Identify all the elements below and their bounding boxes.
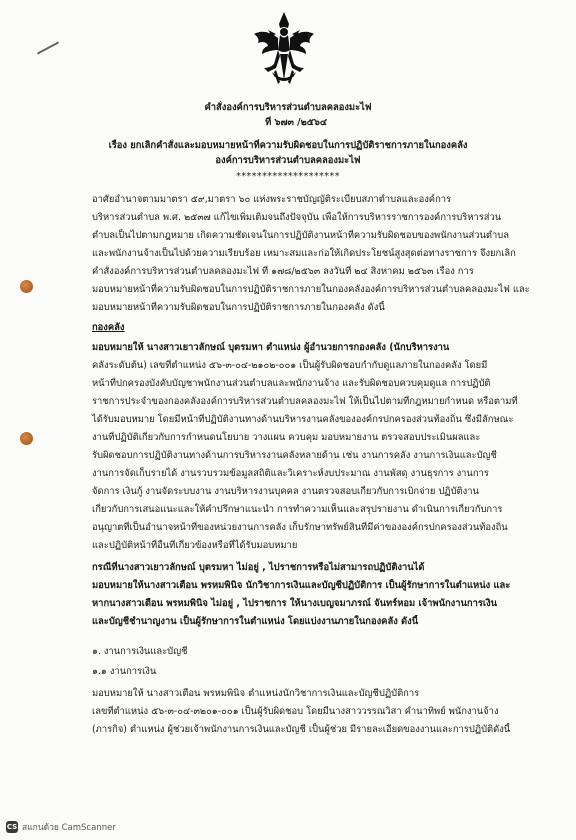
body-line: อาศัยอำนาจตามมาตรา ๕๙,มาตรา ๖๐ แห่งพระราชบัญญัติระเบียบสภาตำบลและองค์การ	[92, 194, 452, 205]
order-number: ที่ ๖๗๓ /๒๕๖๔	[265, 117, 327, 128]
subject-line-2: องค์การบริหารส่วนตำบลคลองมะไฟ	[215, 155, 361, 166]
pen-mark	[37, 41, 59, 54]
assign-line: รับผิดชอบการปฏิบัติงานทางด้านการบริหารงานคลังหลายด้าน เช่น งานการคลัง งานการเงินและบัญชี	[92, 450, 497, 461]
absence-line: และบัญชีชำนาญงาน เป็นผู้รักษาการในตำแหน่ง โดยแบ่งงานภายในกองคลัง ดังนี้	[92, 616, 419, 627]
body-line: คำสั่งองค์การบริหารส่วนตำบลคลองมะไฟ ที่ ๑๗๘/๒๕๖๓ ลงวันที่ ๒๔ สิงหาคม ๒๕๖๓ เรื่อง การ	[92, 266, 474, 277]
assign-line: มอบหมายให้ นางสาวเยาวลักษณ์ บุตรมหา ตำแหน่ง ผู้อำนวยการกองคลัง (นักบริหารงาน	[92, 342, 450, 353]
subsection-heading: ๑.๑ งานการเงิน	[92, 666, 157, 677]
scanner-watermark	[6, 820, 116, 834]
garuda-emblem	[250, 10, 318, 88]
section-heading: กองคลัง	[92, 322, 125, 333]
assign-line: ราชการประจำของกองคลังองค์การบริหารส่วนตำบลคลองมะไฟ ให้เป็นไปตามที่กฎหมายกำหนด หรือตามที่	[92, 396, 518, 407]
finance-line: เลขที่ตำแหน่ง ๕๖-๓-๐๔-๓๒๐๑-๐๐๑ เป็นผู้รับผิดชอบ โดยมีนางสาววรรณวิสา คำนาทิพย์ พนักงานจ้าง	[92, 706, 499, 717]
body-line: มอบหมายหน้าที่ความรับผิดชอบในการปฏิบัติราชการภายในกองคลังองค์การบริหารส่วนตำบลคลองมะไฟ และ	[92, 284, 530, 295]
assign-line: เกี่ยวกับการเสนอแนะและให้คำปรึกษาแนะนำ การทำความเห็นและสรุปรายงาน ดำเนินการเกี่ยวกับการ	[92, 504, 503, 515]
scanner-text: สแกนด้วย CamScanner	[22, 823, 116, 833]
body-line: บริหารส่วนตำบล พ.ศ. ๒๕๓๗ แก้ไขเพิ่มเติมจนถึงปัจจุบัน เพื่อให้การบริหารราชการองค์การบริหารส่วน	[92, 212, 502, 223]
assign-line: งานที่ปฏิบัติเกี่ยวกับการกำหนดนโยบาย วางแผน ควบคุม มอบหมายงาน ตรวจสอบประเมินผลและ	[92, 432, 481, 443]
finance-line: มอบหมายให้ นางสาวเตือน พรหมพินิจ ตำแหน่งนักวิชาการเงินและบัญชีปฏิบัติการ	[92, 688, 420, 699]
assign-line: งานการจัดเก็บรายได้ งานรวบรวมข้อมูลสถิติและวิเคราะห์งบประมาณ งานพัสดุ งานธุรการ งานการ	[92, 468, 489, 479]
assign-line: ได้รับมอบหมาย โดยมีหน้าที่ปฏิบัติงานทางด้านบริหารงานคลังขององค์กรปกครองส่วนท้องถิ่น ซึ่งมีลักษณะ	[92, 414, 514, 425]
body-line: ตำบลเป็นไปตามกฎหมาย เกิดความชัดเจนในการปฏิบัติงานหน้าที่ความรับผิดชอบของพนักงานส่วนตำบล	[92, 230, 509, 241]
assign-line: อนุญาตที่เป็นอำนาจหน้าที่ของหน่วยงานการคลัง เก็บรักษาทรัพย์สินที่มีค่าขององค์กรปกครองส่วนท้องถิ่น	[92, 522, 508, 533]
body-line: และพนักงานจ้างเป็นไปด้วยความเรียบร้อย เหมาะสมและก่อให้เกิดประโยชน์สูงสุดต่อทางราชการ จึงยกเลิก	[92, 248, 516, 259]
subject-line-1: เรื่อง ยกเลิกคำสั่งและมอบหมายหน้าที่ความรับผิดชอบในการปฏิบัติราชการภายในกองคลัง	[108, 140, 468, 151]
absence-line: หากนางสาวเตือน พรหมพินิจ ไม่อยู่ , ไปราชการ ให้นางเบญจมาภรณ์ จันทร์หอม เจ้าพนักงานการเงิน	[92, 598, 498, 609]
camscanner-logo-icon: CS	[6, 823, 18, 831]
body-line: มอบหมายหน้าที่ความรับผิดชอบในการปฏิบัติราชการภายในกองคลัง ดังนี้	[92, 302, 385, 313]
absence-line: มอบหมายให้นางสาวเตือน พรหมพินิจ นักวิชาการเงินและบัญชีปฏิบัติการ เป็นผู้รักษาการในตำแหน่ง และ	[92, 580, 511, 591]
separator: ********************	[236, 171, 340, 182]
assign-line: จัดการ เงินกู้ งานจัดระบบงาน งานบริหารงานบุคคล งานตรวจสอบเกี่ยวกับการเบิกจ่าย ปฏิบัติงาน	[92, 486, 479, 497]
assign-line: หน้าที่ปกครองบังคับบัญชาพนักงานส่วนตำบลและพนักงานจ้าง และรับผิดชอบควบคุมดูแล การปฏิบัติ	[92, 378, 491, 389]
assign-line: และปฏิบัติหน้าที่อื่นที่เกี่ยวข้องหรือที่ได้รับมอบหมาย	[92, 540, 298, 551]
subsection-heading: ๑. งานการเงินและบัญชี	[92, 646, 188, 657]
order-title: คำสั่งองค์การบริหารส่วนตำบลคลองมะไฟ	[204, 102, 372, 113]
finance-line: (ภารกิจ) ตำแหน่ง ผู้ช่วยเจ้าพนักงานการเงินและบัญชี เป็นผู้ช่วย มีรายละเอียดของงานและการปฏิบัติดังนี้	[92, 724, 511, 735]
assign-line: คลังระดับต้น) เลขที่ตำแหน่ง ๕๖-๓-๐๔-๒๑๐๒-๐๐๑ เป็นผู้รับผิดชอบกำกับดูแลภายในกองคลัง โดยมี	[92, 360, 488, 371]
absence-line: กรณีที่นางสาวเยาวลักษณ์ บุตรมหา ไม่อยู่ , ไปราชการหรือไม่สามารถปฏิบัติงานได้	[92, 562, 425, 573]
